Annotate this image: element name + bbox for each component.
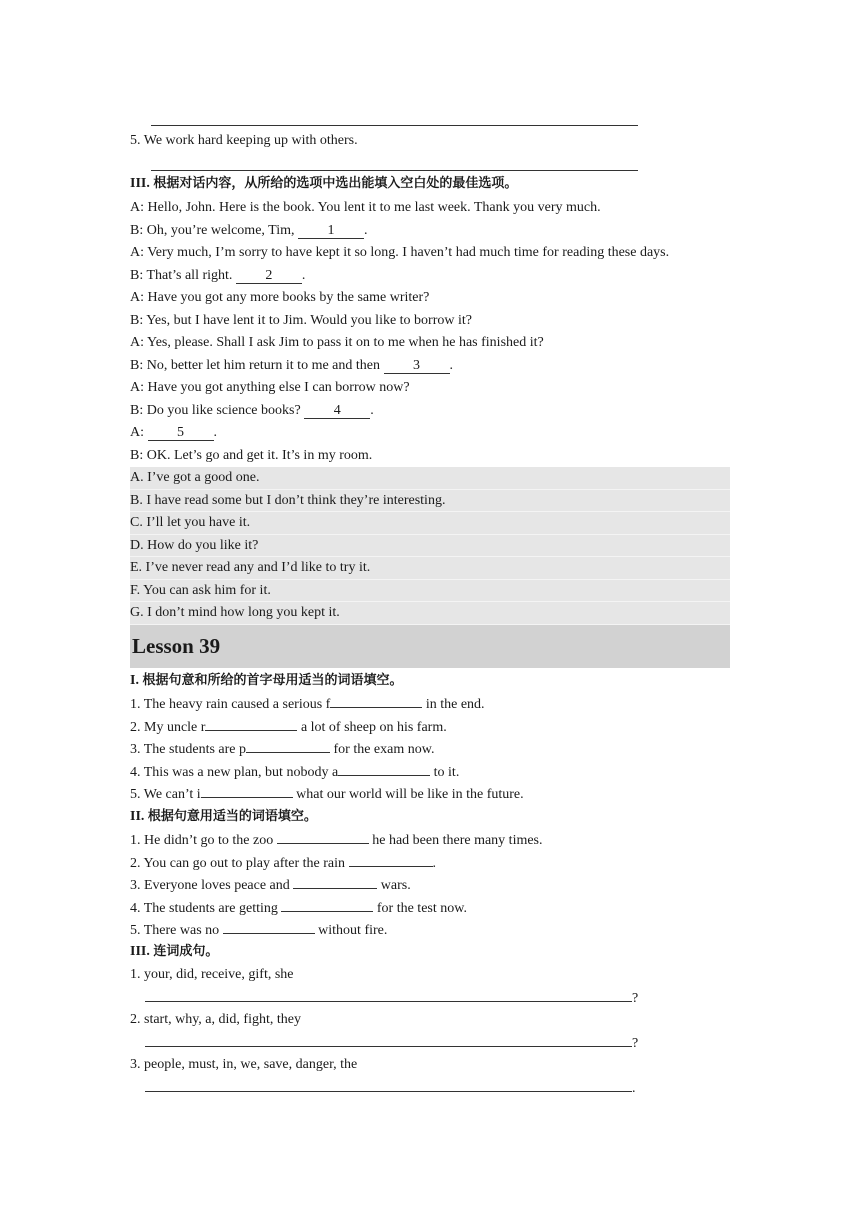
answer-blank[interactable]: 5 <box>148 426 214 441</box>
exercise-item: 3. Everyone loves peace and wars. <box>130 874 730 897</box>
exercise-item: 2. You can go out to play after the rain . <box>130 852 730 875</box>
exercise-list <box>130 964 730 1099</box>
dialogue-line: B: Oh, you’re welcome, Tim, 1 . <box>130 222 368 238</box>
exercise-item: 2. My uncle r a lot of sheep on his farm. <box>130 716 730 739</box>
answer-blank[interactable] <box>145 1032 632 1047</box>
dialogue-line: A: Hello, John. Here is the book. You lent it to me last week. Thank you very much. <box>130 200 601 215</box>
answer-blank[interactable] <box>246 738 330 753</box>
answer-line <box>151 170 638 171</box>
exercise-list <box>130 829 730 942</box>
exercise-item: 1. The heavy rain caused a serious f in the end. <box>130 693 730 716</box>
answer-line <box>151 125 638 126</box>
exercise-item: 5. There was no without fire. <box>130 919 730 942</box>
answer-blank[interactable] <box>205 716 297 731</box>
dialogue-line: A: Have you got anything else I can borrow now? <box>130 380 410 395</box>
answer-blank[interactable] <box>338 761 430 776</box>
dialogue-line: B: That’s all right. 2 . <box>130 267 306 283</box>
section-number: III. <box>130 176 150 191</box>
answer-blank[interactable] <box>293 874 377 889</box>
option-item: E. I’ve never read any and I’d like to try it. <box>130 557 730 580</box>
dialogue-line: A: 5 . <box>130 425 217 440</box>
dialogue-line: A: Have you got any more books by the same writer? <box>130 290 430 305</box>
dialogue-line: B: OK. Let’s go and get it. It’s in my room. <box>130 447 373 463</box>
option-item: A. I’ve got a good one. <box>130 467 730 490</box>
exercise-list <box>130 693 730 806</box>
exercise-item: 1. your, did, receive, gift, she <box>130 967 294 982</box>
exercise-item: 2. start, why, a, did, fight, they <box>130 1012 301 1027</box>
answer-blank[interactable]: 3 <box>384 359 450 374</box>
exercise-item: 4. This was a new plan, but nobody a to it. <box>130 761 730 784</box>
answer-blank[interactable] <box>281 897 373 912</box>
option-item: F. You can ask him for it. <box>130 580 730 603</box>
exercise-item: 3. The students are p for the exam now. <box>130 738 730 761</box>
options-box <box>130 467 730 625</box>
option-item: D. How do you like it? <box>130 535 730 558</box>
answer-blank[interactable] <box>201 783 293 798</box>
answer-blank[interactable]: 1 <box>298 224 364 239</box>
option-item: B. I have read some but I don’t think they’re interesting. <box>130 490 730 513</box>
section-number: III. <box>130 944 150 959</box>
section-instruction: 根据对话内容，从所给的选项中选出能填入空白处的最佳选项。 <box>153 176 518 191</box>
answer-blank[interactable] <box>277 829 369 844</box>
answer-row: ? <box>130 987 730 1010</box>
section-heading <box>130 173 517 196</box>
exercise-item: 4. The students are getting for the test now. <box>130 897 730 920</box>
dialogue-line: B: No, better let him return it to me and then 3 . <box>130 357 453 373</box>
dialogue-line: B: Yes, but I have lent it to Jim. Would you like to borrow it? <box>130 312 472 328</box>
answer-blank[interactable] <box>349 852 433 867</box>
section-heading <box>130 941 218 964</box>
dialogue-line: A: Very much, I’m sorry to have kept it so long. I haven’t had much time for reading these days. <box>130 245 670 260</box>
answer-blank[interactable] <box>330 693 422 708</box>
dialogue-line: B: Do you like science books? 4 . <box>130 402 374 418</box>
section-heading <box>130 806 317 829</box>
answer-blank[interactable]: 2 <box>236 269 302 284</box>
section-heading <box>130 670 402 693</box>
answer-blank[interactable] <box>223 919 315 934</box>
answer-row: . <box>130 1077 730 1100</box>
exercise-item: 5. We work hard keeping up with others. <box>130 133 358 148</box>
exercise-item: 1. He didn’t go to the zoo he had been there many times. <box>130 829 730 852</box>
answer-blank[interactable]: 4 <box>304 404 370 419</box>
option-item: C. I’ll let you have it. <box>130 512 730 535</box>
section-number: II. <box>130 809 145 824</box>
section-instruction: 根据句意和所给的首字母用适当的词语填空。 <box>142 673 403 688</box>
lesson-title: Lesson 39 <box>130 625 730 668</box>
exercise-item: 5. We can’t i what our world will be like in the future. <box>130 783 730 806</box>
exercise-item: 3. people, must, in, we, save, danger, the <box>130 1057 358 1072</box>
section-number: I. <box>130 673 139 688</box>
dialogue-line: A: Yes, please. Shall I ask Jim to pass it on to me when he has finished it? <box>130 335 544 350</box>
answer-blank[interactable] <box>145 1077 632 1092</box>
section-instruction: 连词成句。 <box>153 944 219 959</box>
dialogue <box>130 197 730 467</box>
answer-blank[interactable] <box>145 987 632 1002</box>
section-instruction: 根据句意用适当的词语填空。 <box>147 809 317 824</box>
option-item: G. I don’t mind how long you kept it. <box>130 602 730 625</box>
answer-row: ? <box>130 1032 730 1055</box>
